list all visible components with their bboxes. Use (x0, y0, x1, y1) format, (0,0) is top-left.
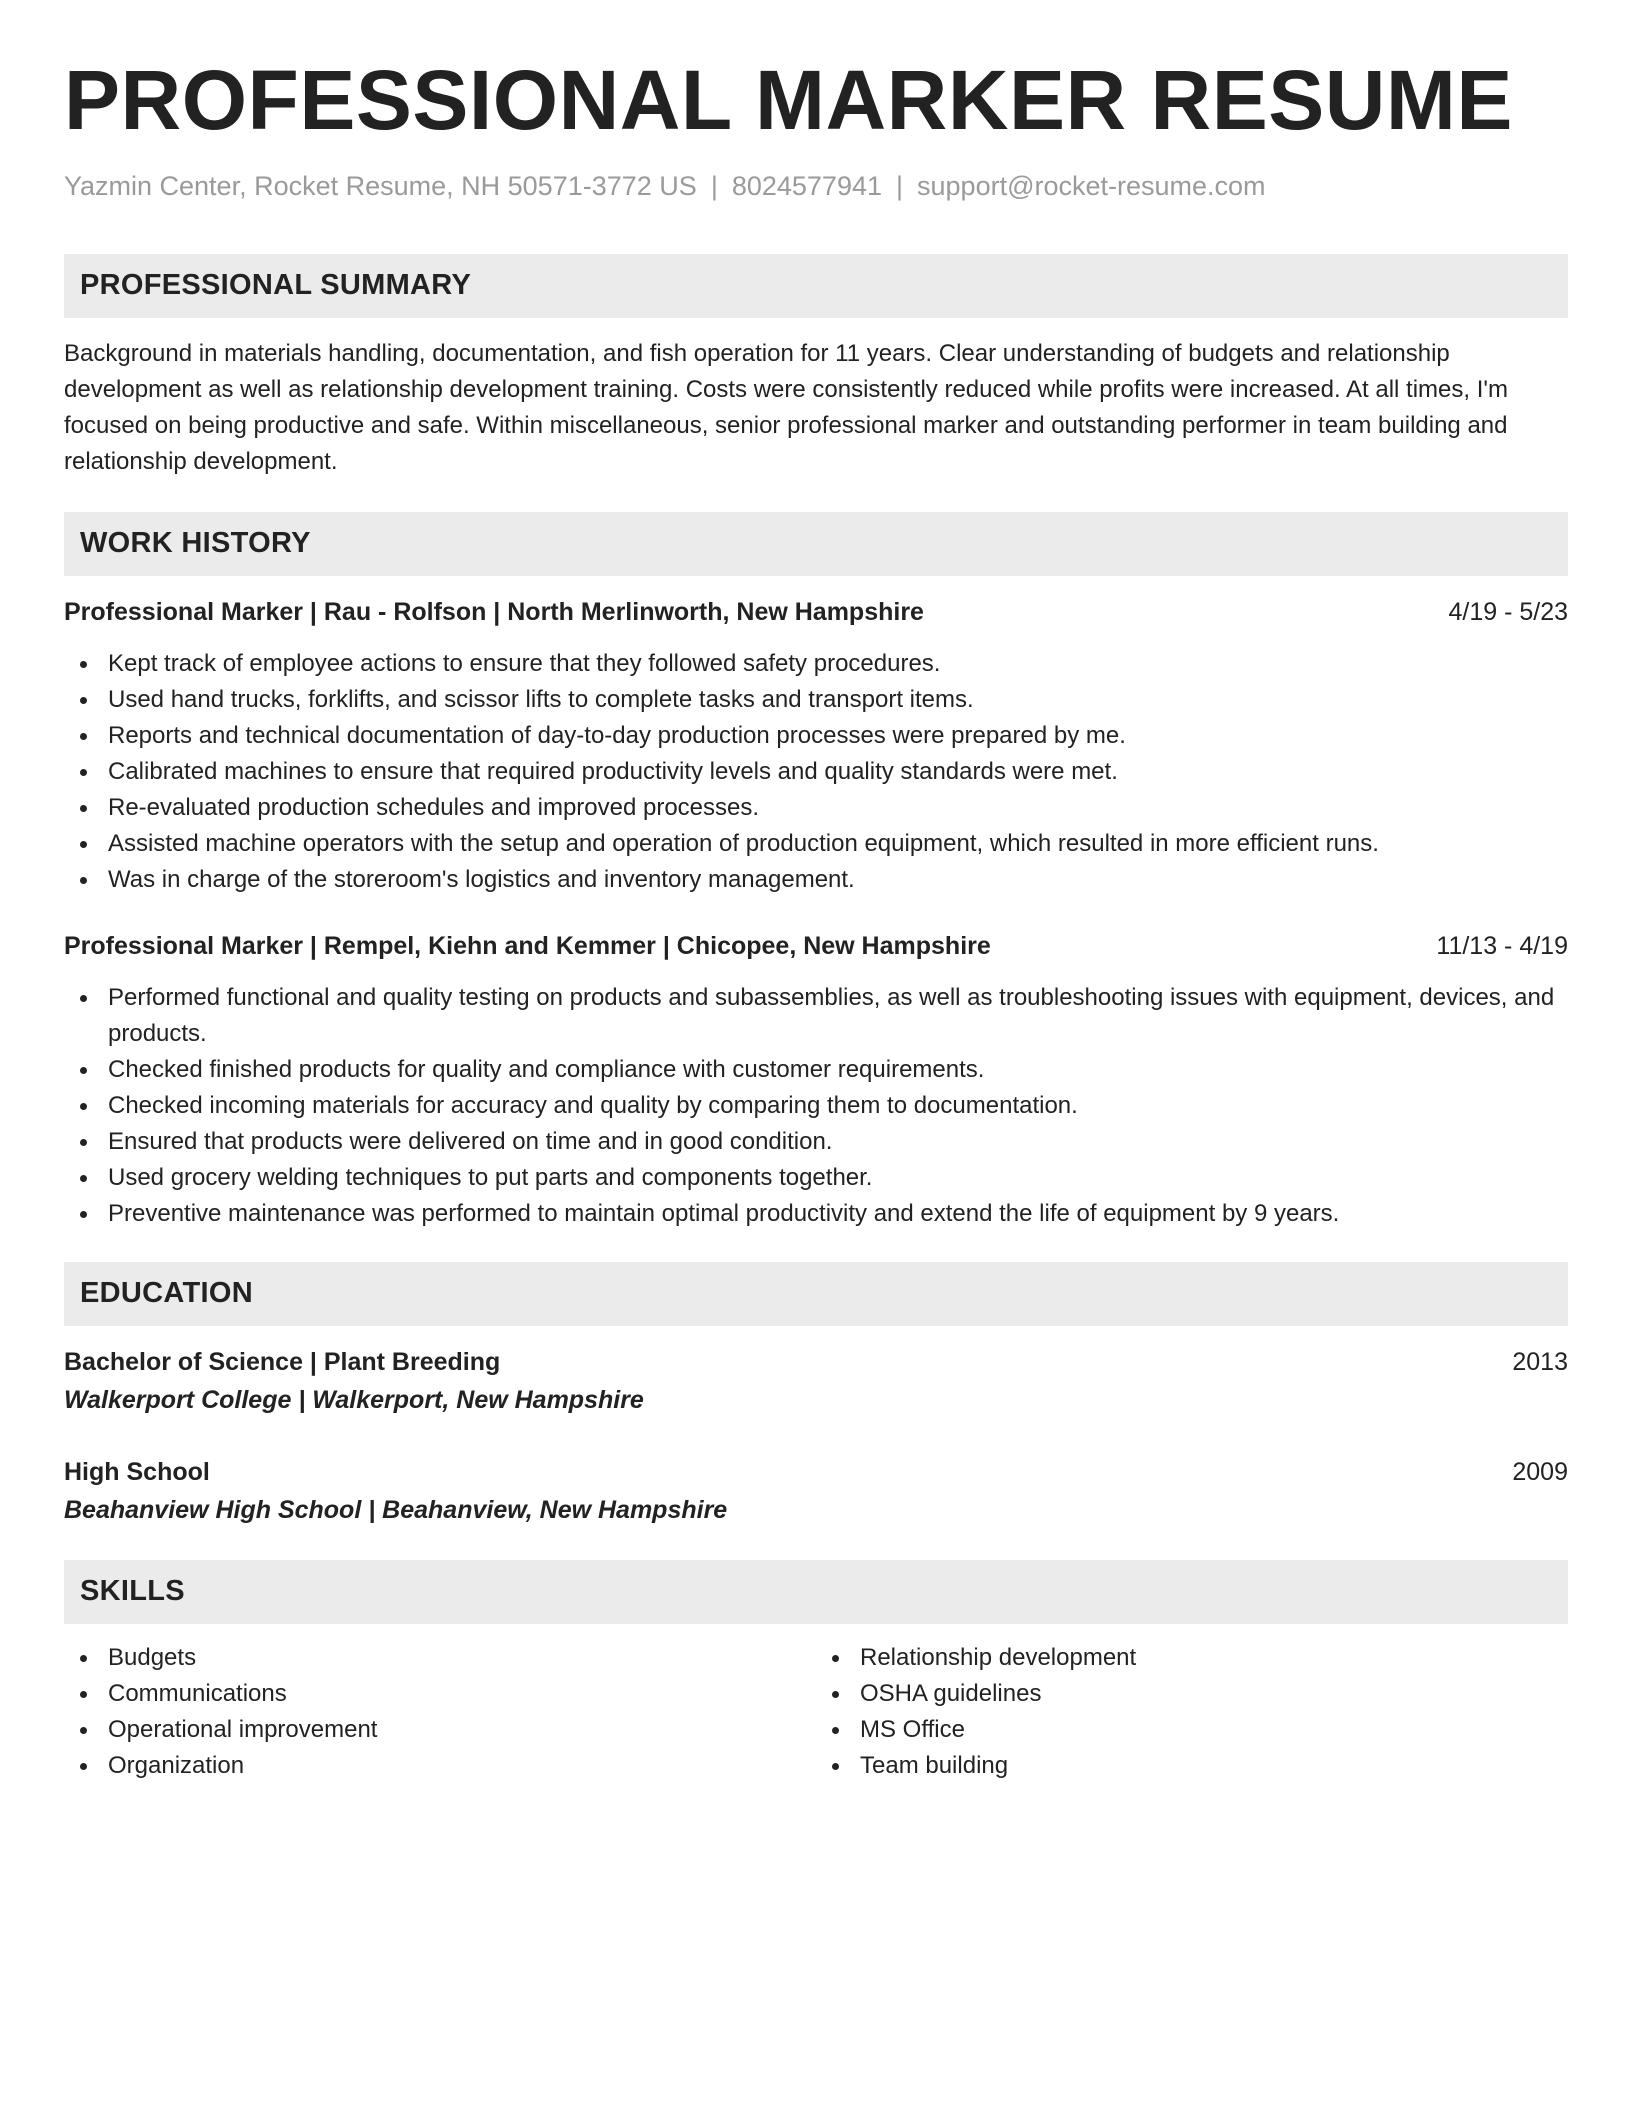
list-item: Ensured that products were delivered on time and in good condition. (64, 1124, 1568, 1160)
section-header-skills: SKILLS (64, 1560, 1568, 1624)
list-item: Checked incoming materials for accuracy and quality by comparing them to documentation. (64, 1088, 1568, 1124)
skill-item: MS Office (816, 1712, 1568, 1748)
list-item: Performed functional and quality testing on products and subassemblies, as well as troubleshooting issues with equipment, devices, and products. (64, 980, 1568, 1052)
contact-email: support@rocket-resume.com (917, 170, 1266, 201)
contact-line (64, 169, 1568, 204)
skill-item: Operational improvement (64, 1712, 816, 1748)
resume-title: PROFESSIONAL MARKER RESUME (64, 53, 1513, 147)
list-item: Preventive maintenance was performed to maintain optimal productivity and extend the life of equipment by 9 years. (64, 1196, 1568, 1232)
contact-address: Yazmin Center, Rocket Resume, NH 50571-3772 US (64, 170, 697, 201)
skill-item: Organization (64, 1748, 816, 1784)
education-year: 2009 (1512, 1457, 1568, 1486)
skills-column-left (64, 1640, 816, 1784)
list-item: Used grocery welding techniques to put parts and components together. (64, 1160, 1568, 1196)
job-bullets (64, 646, 1568, 898)
contact-separator: | (710, 170, 718, 201)
list-item: Assisted machine operators with the setup and operation of production equipment, which resulted in more efficient runs. (64, 826, 1568, 862)
skills-column-right (816, 1640, 1568, 1784)
education-year: 2013 (1512, 1347, 1568, 1376)
list-item: Reports and technical documentation of day-to-day production processes were prepared by me. (64, 718, 1568, 754)
job-entry (64, 594, 1568, 898)
skill-item: Communications (64, 1676, 816, 1712)
education-degree: Bachelor of Science | Plant Breeding (64, 1347, 501, 1376)
contact-separator: | (896, 170, 904, 201)
education-entry (64, 1344, 1568, 1420)
summary-text: Background in materials handling, documentation, and fish operation for 11 years. Clear understanding of budgets and relationship development as well as relationship development training. Costs were consistently reduced while profits were increased. At all times, I'm focused on being productive and safe. Within miscellaneous, senior professional marker and outstanding performer in team building and relationship development. (64, 339, 1508, 475)
job-bullets (64, 980, 1568, 1232)
job-dates: 11/13 - 4/19 (1436, 931, 1568, 960)
job-title: Professional Marker | Rempel, Kiehn and Kemmer | Chicopee, New Hampshire (64, 931, 991, 960)
section-header-work-history: WORK HISTORY (64, 512, 1568, 576)
list-item: Re-evaluated production schedules and improved processes. (64, 790, 1568, 826)
education-school: Beahanview High School | Beahanview, New Hampshire (64, 1495, 728, 1524)
education-header (64, 1344, 1568, 1380)
job-entry (64, 928, 1568, 1232)
job-title: Professional Marker | Rau - Rolfson | North Merlinworth, New Hampshire (64, 597, 924, 626)
job-header (64, 928, 1568, 964)
education-school: Walkerport College | Walkerport, New Hampshire (64, 1385, 644, 1414)
contact-phone: 8024577941 (731, 170, 882, 201)
job-header (64, 594, 1568, 630)
job-dates: 4/19 - 5/23 (1448, 597, 1568, 626)
education-header (64, 1454, 1568, 1490)
skill-item: Budgets (64, 1640, 816, 1676)
list-item: Checked finished products for quality and compliance with customer requirements. (64, 1052, 1568, 1088)
education-entry (64, 1454, 1568, 1530)
skill-item: OSHA guidelines (816, 1676, 1568, 1712)
section-header-summary: PROFESSIONAL SUMMARY (64, 254, 1568, 318)
education-degree: High School (64, 1457, 210, 1486)
list-item: Was in charge of the storeroom's logistics and inventory management. (64, 862, 1568, 898)
section-header-education: EDUCATION (64, 1262, 1568, 1326)
skill-item: Relationship development (816, 1640, 1568, 1676)
list-item: Calibrated machines to ensure that required productivity levels and quality standards were met. (64, 754, 1568, 790)
skills-grid (64, 1640, 1568, 1784)
list-item: Kept track of employee actions to ensure that they followed safety procedures. (64, 646, 1568, 682)
skills-list (816, 1640, 1568, 1784)
skills-list (64, 1640, 816, 1784)
skill-item: Team building (816, 1748, 1568, 1784)
list-item: Used hand trucks, forklifts, and scissor lifts to complete tasks and transport items. (64, 682, 1568, 718)
